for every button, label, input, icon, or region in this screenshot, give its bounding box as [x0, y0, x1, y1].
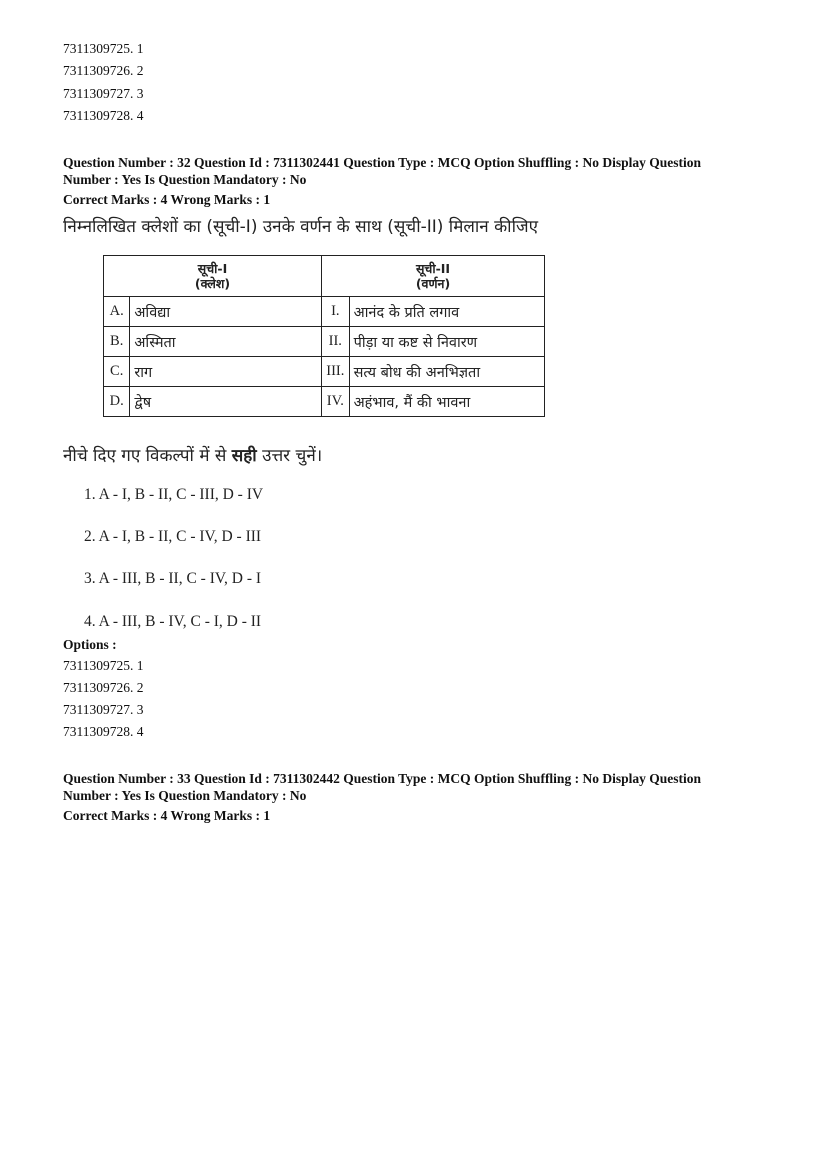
option-line: 7311309725. 1	[63, 658, 144, 673]
option-line: 7311309725. 1	[63, 41, 144, 56]
option-line: 7311309728. 4	[63, 108, 144, 123]
list1-header: सूची-I (क्लेश)	[104, 256, 322, 297]
table-row: D. द्वेष IV. अहंभाव, मैं की भावना	[104, 387, 545, 417]
options-label: Options :	[63, 637, 117, 652]
option-line: 7311309726. 2	[63, 63, 144, 78]
question-header	[63, 770, 763, 824]
question-header-line1: Question Number : 33 Question Id : 7311302442 Question Type : MCQ Option Shuffling : No Display Question	[63, 771, 701, 786]
answer-choice: 3. A - III, B - II, C - IV, D - I	[84, 570, 262, 587]
table-row: B. अस्मिता II. पीड़ा या कष्ट से निवारण	[104, 327, 545, 357]
option-line: 7311309726. 2	[63, 680, 144, 695]
question-header-line2: Number : Yes Is Question Mandatory : No	[63, 788, 307, 803]
list2-header: सूची-II (वर्णन)	[322, 256, 545, 297]
question-header	[63, 154, 763, 208]
question-header-line2: Number : Yes Is Question Mandatory : No	[63, 172, 307, 187]
option-line: 7311309727. 3	[63, 702, 144, 717]
question-marks: Correct Marks : 4 Wrong Marks : 1	[63, 808, 271, 823]
answer-choice: 4. A - III, B - IV, C - I, D - II	[84, 613, 262, 630]
answer-choice: 1. A - I, B - II, C - III, D - IV	[84, 486, 264, 503]
matching-table	[103, 255, 545, 417]
table-row: A. अविद्या I. आनंद के प्रति लगाव	[104, 297, 545, 327]
instruction-text: नीचे दिए गए विकल्पों में से सही उत्तर चुनें।	[63, 446, 323, 466]
table-row: C. राग III. सत्य बोध की अनभिज्ञता	[104, 357, 545, 387]
question-marks: Correct Marks : 4 Wrong Marks : 1	[63, 192, 271, 207]
option-line: 7311309728. 4	[63, 724, 144, 739]
answer-choice: 2. A - I, B - II, C - IV, D - III	[84, 528, 262, 545]
question-header-line1: Question Number : 32 Question Id : 7311302441 Question Type : MCQ Option Shuffling : No Display Question	[63, 155, 701, 170]
option-line: 7311309727. 3	[63, 86, 144, 101]
question-text: निम्नलिखित क्लेशों का (सूची-I) उनके वर्णन के साथ (सूची-II) मिलान कीजिए	[63, 217, 539, 237]
